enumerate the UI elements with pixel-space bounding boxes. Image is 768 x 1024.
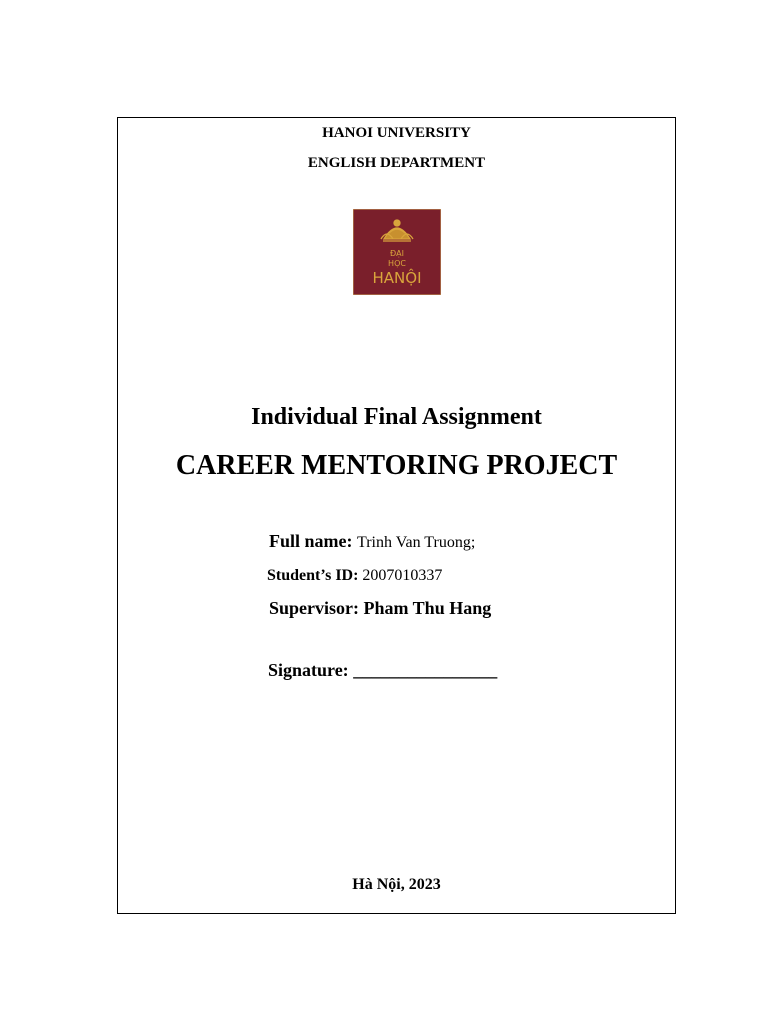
assignment-title: Individual Final Assignment [251,404,542,430]
full-name-label: Full name: [269,531,353,551]
university-name: HANOI UNIVERSITY [322,125,471,141]
logo-text-line3: HANỘI [372,269,422,287]
supervisor-row [269,598,491,619]
full-name-value: Trinh Van Truong; [357,534,476,551]
supervisor-label: Supervisor: [269,598,359,618]
student-id-row [267,567,442,585]
signature-line: ________________ [353,660,498,680]
student-id-label: Student’s ID: [267,567,359,584]
signature-label: Signature: [268,660,349,680]
university-logo [353,209,441,295]
student-id-value: 2007010337 [362,567,443,584]
place-and-date: Hà Nội, 2023 [352,876,441,893]
department-name: ENGLISH DEPARTMENT [307,155,486,171]
signature-row [268,660,497,681]
logo-text-line2: HỌC [388,259,406,268]
cover-page-border [117,117,676,914]
project-title: CAREER MENTORING PROJECT [175,450,618,481]
supervisor-value: Pham Thu Hang [363,598,492,618]
logo-text-line1: ĐẠI [389,249,405,258]
full-name-row [269,531,475,552]
